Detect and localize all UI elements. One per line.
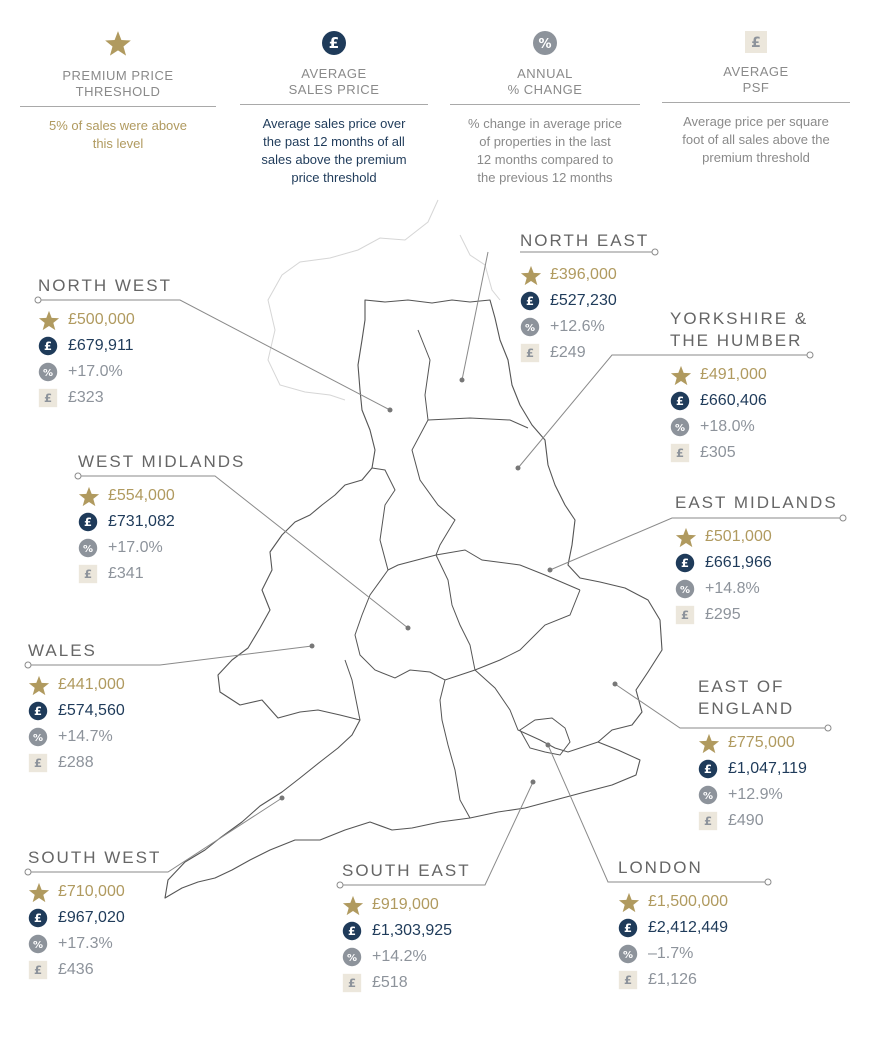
average-value: £574,560 [58, 702, 125, 719]
star-icon [670, 365, 690, 385]
region-london [618, 857, 728, 993]
psf-row [520, 340, 649, 366]
svg-text:£: £ [347, 976, 357, 991]
svg-text:£: £ [33, 703, 43, 718]
legend-average-title: AVERAGE SALES PRICE [240, 66, 428, 105]
premium-value: £710,000 [58, 883, 125, 900]
svg-text:£: £ [680, 608, 690, 623]
region-east-midlands [675, 492, 838, 628]
svg-text:£: £ [33, 756, 43, 771]
average-row [675, 550, 838, 576]
change-row [698, 782, 807, 808]
change-value: +17.3% [58, 935, 113, 952]
region-name: SOUTH EAST [342, 861, 471, 880]
pound-square-icon [520, 343, 540, 363]
change-value: +17.0% [68, 363, 123, 380]
psf-value: £288 [58, 754, 94, 771]
svg-text:£: £ [680, 555, 690, 570]
premium-row [78, 483, 245, 509]
psf-row [698, 808, 807, 834]
svg-text:£: £ [525, 293, 535, 308]
psf-row [28, 957, 161, 983]
psf-value: £436 [58, 961, 94, 978]
region-name: WALES [28, 641, 97, 660]
percent-circle-icon [28, 934, 48, 954]
svg-text:%: % [82, 543, 94, 555]
psf-value: £518 [372, 974, 408, 991]
change-row [78, 535, 245, 561]
premium-value: £491,000 [700, 366, 767, 383]
psf-value: £490 [728, 812, 764, 829]
psf-row [78, 561, 245, 587]
change-row [618, 941, 728, 967]
percent-circle-icon [38, 362, 58, 382]
region-name: LONDON [618, 858, 703, 877]
pound-square-icon [38, 388, 58, 408]
star-icon [520, 265, 540, 285]
legend-annual-title: ANNUAL % CHANGE [450, 66, 640, 105]
svg-text:£: £ [43, 391, 53, 406]
svg-text:%: % [538, 37, 552, 52]
premium-row [28, 879, 161, 905]
region-name: NORTH EAST [520, 231, 650, 250]
percent-circle-icon [28, 727, 48, 747]
percent-circle-icon [520, 317, 540, 337]
average-row [670, 388, 808, 414]
average-row [618, 915, 728, 941]
percent-circle-icon [78, 538, 98, 558]
region-name: YORKSHIRE & [670, 309, 809, 328]
psf-row [38, 385, 172, 411]
region-borders [345, 330, 598, 818]
svg-text:%: % [346, 952, 358, 964]
change-value: –1.7% [648, 945, 694, 962]
svg-text:£: £ [703, 761, 713, 776]
psf-value: £341 [108, 565, 144, 582]
legend-annual-desc: % change in average price of properties in the last 12 months compared to the previous 12 months [468, 116, 622, 185]
average-value: £679,911 [68, 337, 134, 354]
average-row [698, 756, 807, 782]
change-row [28, 931, 161, 957]
region-wales [28, 640, 125, 776]
legend-psf-title: AVERAGE PSF [662, 64, 850, 103]
change-row [342, 944, 471, 970]
region-name: EAST MIDLANDS [675, 493, 838, 512]
pound-circle-icon [28, 701, 48, 721]
svg-text:£: £ [83, 567, 93, 582]
pound-square-icon [675, 605, 695, 625]
star-icon [78, 486, 98, 506]
average-row [38, 333, 172, 359]
psf-row [28, 750, 125, 776]
change-row [38, 359, 172, 385]
svg-text:£: £ [328, 34, 340, 52]
star-icon [28, 675, 48, 695]
change-value: +12.9% [728, 786, 783, 803]
average-value: £527,230 [550, 292, 617, 309]
change-row [520, 314, 649, 340]
svg-text:%: % [32, 939, 44, 951]
average-row [78, 509, 245, 535]
region-name-line-2: THE HUMBER [670, 331, 803, 350]
svg-text:£: £ [43, 338, 53, 353]
psf-row [670, 440, 808, 466]
legend-premium-title: PREMIUM PRICE THRESHOLD [20, 68, 216, 107]
star-icon [675, 527, 695, 547]
svg-text:%: % [622, 949, 634, 961]
pound-square-icon [78, 564, 98, 584]
pound-circle-icon [670, 391, 690, 411]
psf-value: £305 [700, 444, 736, 461]
region-north-west [38, 275, 172, 411]
pound-circle-icon [698, 759, 718, 779]
svg-text:£: £ [33, 963, 43, 978]
pound-square-icon [698, 811, 718, 831]
change-row [675, 576, 838, 602]
pound-square-icon [28, 960, 48, 980]
svg-text:£: £ [33, 910, 43, 925]
premium-value: £919,000 [372, 896, 439, 913]
region-north-east [520, 230, 649, 366]
svg-text:%: % [674, 422, 686, 434]
pound-circle-icon [78, 512, 98, 532]
region-name-line-2: ENGLAND [698, 699, 795, 718]
psf-row [342, 970, 471, 996]
region-west-midlands [78, 451, 245, 587]
psf-value: £323 [68, 389, 104, 406]
change-value: +17.0% [108, 539, 163, 556]
premium-row [520, 262, 649, 288]
leader-north-east-diag [462, 252, 488, 380]
svg-text:£: £ [751, 35, 761, 51]
pound-square-icon [670, 443, 690, 463]
change-value: +12.6% [550, 318, 605, 335]
average-row [28, 905, 161, 931]
region-yorkshire [670, 308, 808, 466]
svg-text:£: £ [525, 346, 535, 361]
svg-text:%: % [702, 790, 714, 802]
average-value: £661,966 [705, 554, 772, 571]
change-row [28, 724, 125, 750]
star-icon [342, 895, 362, 915]
legend-average-desc: Average sales price over the past 12 months of all sales above the premium price threshold [261, 116, 407, 185]
scotland-outline [268, 200, 438, 400]
legend-psf-desc: Average price per square foot of all sales above the premium threshold [682, 114, 830, 165]
svg-text:%: % [42, 367, 54, 379]
change-row [670, 414, 808, 440]
region-east-of-england [698, 676, 807, 834]
psf-row [618, 967, 728, 993]
svg-text:%: % [524, 322, 536, 334]
star-icon [38, 310, 58, 330]
svg-text:%: % [679, 584, 691, 596]
premium-value: £775,000 [728, 734, 795, 751]
region-name: WEST MIDLANDS [78, 452, 246, 471]
pound-square-icon [28, 753, 48, 773]
svg-text:£: £ [675, 393, 685, 408]
percent-circle-icon [675, 579, 695, 599]
premium-row [670, 362, 808, 388]
premium-row [38, 307, 172, 333]
pound-square-icon [342, 973, 362, 993]
percent-circle-icon [698, 785, 718, 805]
svg-text:£: £ [703, 814, 713, 829]
premium-value: £396,000 [550, 266, 617, 283]
average-row [520, 288, 649, 314]
change-value: +14.2% [372, 948, 427, 965]
percent-circle-icon [670, 417, 690, 437]
premium-value: £441,000 [58, 676, 125, 693]
average-value: £1,047,119 [728, 760, 807, 777]
region-name: SOUTH WEST [28, 848, 162, 867]
average-value: £967,020 [58, 909, 125, 926]
psf-row [675, 602, 838, 628]
star-icon [698, 733, 718, 753]
pound-circle-icon [28, 908, 48, 928]
premium-value: £501,000 [705, 528, 772, 545]
average-row [28, 698, 125, 724]
change-value: +18.0% [700, 418, 755, 435]
premium-row [28, 672, 125, 698]
pound-circle-icon [520, 291, 540, 311]
pound-circle-icon [38, 336, 58, 356]
average-value: £1,303,925 [372, 922, 453, 939]
region-name: EAST OF [698, 677, 785, 696]
region-south-east [342, 860, 471, 996]
premium-row [618, 889, 728, 915]
percent-circle-icon [342, 947, 362, 967]
legend-premium-desc: 5% of sales were above this level [48, 118, 188, 151]
london-outline [520, 718, 570, 755]
svg-text:£: £ [623, 973, 633, 988]
psf-value: £295 [705, 606, 741, 623]
region-dots [280, 378, 618, 801]
average-value: £2,412,449 [648, 919, 729, 936]
psf-value: £249 [550, 344, 586, 361]
region-name: NORTH WEST [38, 276, 172, 295]
star-icon [28, 882, 48, 902]
star-icon [618, 892, 638, 912]
average-value: £660,406 [700, 392, 767, 409]
svg-text:%: % [32, 732, 44, 744]
premium-row [675, 524, 838, 550]
percent-circle-icon [618, 944, 638, 964]
pound-square-icon [618, 970, 638, 990]
change-value: +14.7% [58, 728, 113, 745]
premium-value: £1,500,000 [648, 893, 729, 910]
region-south-west [28, 847, 161, 983]
psf-value: £1,126 [648, 971, 697, 988]
premium-value: £554,000 [108, 487, 175, 504]
pound-circle-icon [675, 553, 695, 573]
premium-row [698, 730, 807, 756]
england-outline [165, 300, 662, 898]
pound-circle-icon [342, 921, 362, 941]
svg-text:£: £ [623, 920, 633, 935]
svg-text:£: £ [675, 446, 685, 461]
premium-value: £500,000 [68, 311, 135, 328]
premium-row [342, 892, 471, 918]
svg-text:£: £ [83, 514, 93, 529]
average-row [342, 918, 471, 944]
svg-text:£: £ [347, 923, 357, 938]
pound-circle-icon [618, 918, 638, 938]
change-value: +14.8% [705, 580, 760, 597]
average-value: £731,082 [108, 513, 175, 530]
